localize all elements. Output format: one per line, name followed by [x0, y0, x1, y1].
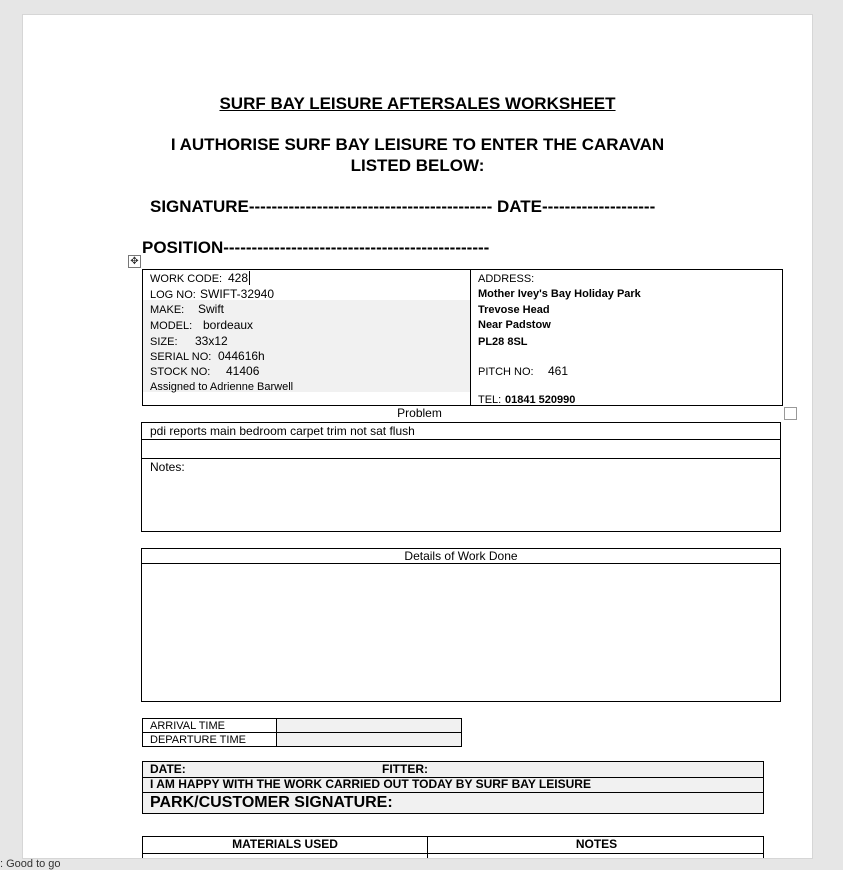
worksheet-title: SURF BAY LEISURE AFTERSALES WORKSHEET: [219, 94, 616, 113]
row-end-marker-icon[interactable]: [784, 407, 797, 420]
serial-no-value: 044616h: [218, 349, 265, 363]
notes-cell[interactable]: [141, 458, 781, 532]
table-move-handle-icon[interactable]: ✥: [128, 255, 141, 268]
departure-time-field[interactable]: [277, 733, 461, 746]
address-line-2: Trevose Head: [478, 304, 550, 316]
serial-no-label: SERIAL NO:: [150, 351, 212, 363]
times-table: [142, 718, 462, 747]
address-line-3: Near Padstow: [478, 319, 551, 331]
authorisation-line-1: I AUTHORISE SURF BAY LEISURE TO ENTER THE CARAVAN: [170, 135, 665, 154]
problem-blank-row[interactable]: [141, 439, 781, 459]
work-code-value[interactable]: 428: [228, 271, 249, 285]
address-line-1: Mother Ivey's Bay Holiday Park: [478, 288, 641, 300]
tel-value: 01841 520990: [505, 394, 576, 406]
arrival-time-field[interactable]: [277, 719, 461, 732]
log-no-value: SWIFT-32940: [200, 287, 275, 301]
status-bar-text: : Good to go: [0, 858, 61, 870]
make-value: Swift: [198, 302, 225, 316]
make-label: MAKE:: [150, 304, 185, 316]
pitch-no-value: 461: [548, 364, 569, 378]
problem-description-cell[interactable]: [141, 422, 781, 440]
text-cursor: [249, 271, 250, 285]
authorisation-line-2: LISTED BELOW:: [350, 156, 485, 175]
customer-signature-label: PARK/CUSTOMER SIGNATURE:: [150, 794, 393, 811]
arrival-time-label: ARRIVAL TIME: [150, 720, 225, 732]
caravan-details-cell: [143, 270, 471, 405]
address-line-4: PL28 8SL: [478, 336, 528, 348]
size-label: SIZE:: [150, 336, 178, 348]
problem-heading: Problem: [397, 406, 442, 420]
model-label: MODEL:: [150, 320, 193, 332]
position-line: POSITION-----------------------------------------------: [142, 238, 490, 257]
materials-used-header: MATERIALS USED: [232, 837, 338, 851]
assigned-to-text: Assigned to Adrienne Barwell: [150, 381, 294, 393]
signoff-date-label: DATE:: [150, 762, 186, 776]
work-done-body-cell[interactable]: [141, 563, 781, 702]
stock-no-label: STOCK NO:: [150, 366, 211, 378]
customer-happy-statement: I AM HAPPY WITH THE WORK CARRIED OUT TODAY BY SURF BAY LEISURE: [150, 777, 591, 791]
signature-date-line: SIGNATURE------------------------------------------- DATE--------------------: [150, 197, 656, 216]
materials-table: [142, 836, 764, 859]
model-value: bordeaux: [203, 318, 254, 332]
departure-time-label: DEPARTURE TIME: [150, 734, 246, 746]
work-done-heading: Details of Work Done: [404, 549, 518, 563]
pitch-no-label: PITCH NO:: [478, 366, 534, 378]
address-label: ADDRESS:: [478, 273, 535, 285]
work-done-header-cell: [141, 548, 781, 564]
work-code-label: WORK CODE:: [150, 273, 223, 285]
fitter-label: FITTER:: [382, 762, 428, 776]
signoff-table: [142, 761, 764, 814]
log-no-label: LOG NO:: [150, 289, 196, 301]
problem-description: pdi reports main bedroom carpet trim not sat flush: [150, 424, 415, 438]
notes-label: Notes:: [150, 460, 185, 474]
size-value: 33x12: [195, 334, 228, 348]
notes-header: NOTES: [575, 837, 618, 851]
shaded-region: [143, 300, 470, 392]
document-page: [22, 14, 813, 859]
tel-label: TEL:: [478, 394, 502, 406]
caravan-info-table: [142, 269, 783, 406]
stock-no-value: 41406: [226, 364, 260, 378]
